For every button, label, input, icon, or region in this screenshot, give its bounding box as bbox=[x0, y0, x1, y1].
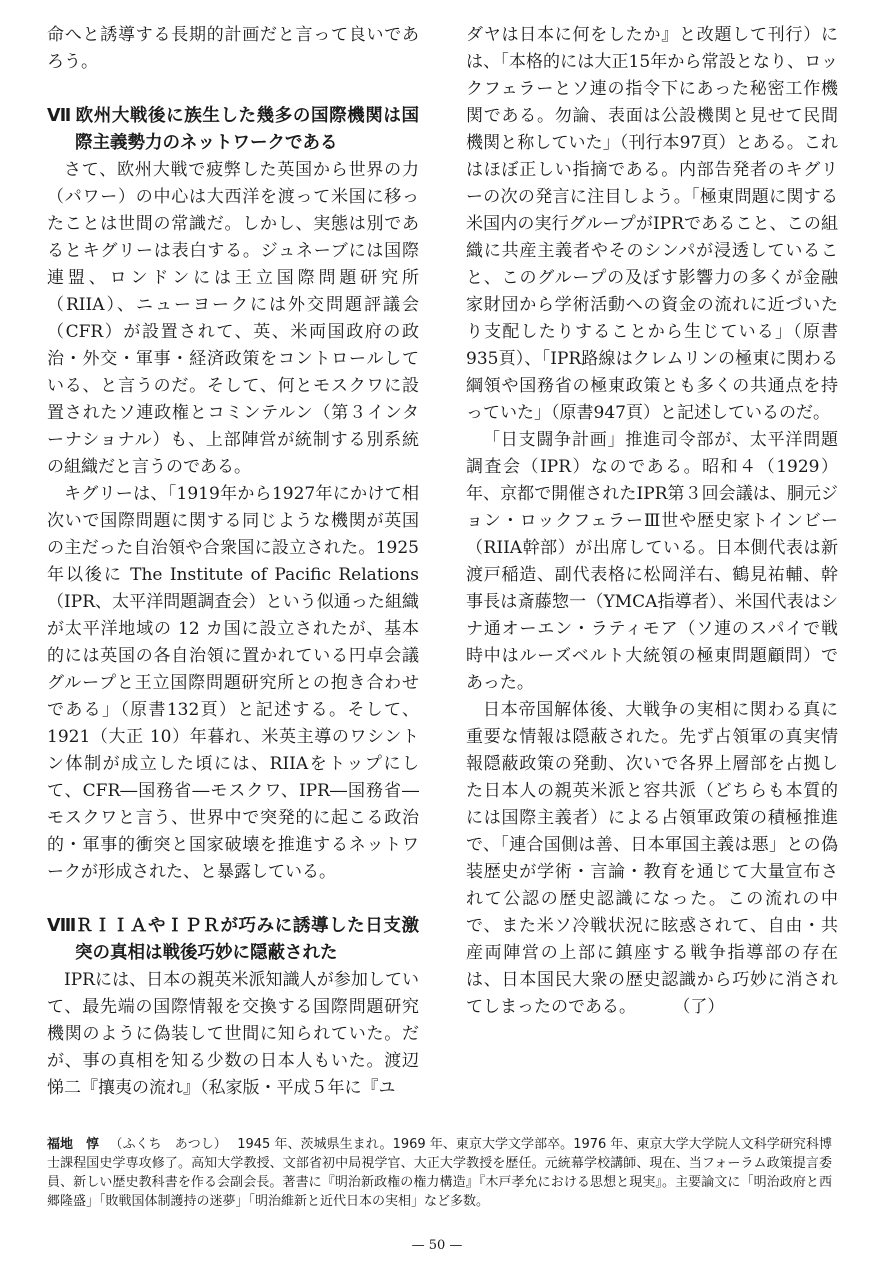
section-7-heading bbox=[47, 103, 419, 157]
left-column bbox=[47, 22, 419, 1102]
spacer bbox=[47, 76, 419, 103]
page-number: — 50 — bbox=[411, 1238, 463, 1253]
section-7-number: Ⅶ bbox=[47, 106, 72, 126]
right-column bbox=[466, 22, 838, 1021]
continued-paragraph: ダヤは日本に何をしたか』と改題して刊行）には、「本格的には大正15年から常設となり、ロックフェラーとソ連の指令下にあった秘密工作機関である。勿論、表面は公設機関と見せて民間機関と称していた」（刊行本97頁）とある。これはほぼ正しい指摘である。内部告発者のキグリーの次の発言に注目しよう。「極東問題に関する米国内の実行グループがIPRであること、この組織に共産主義者やそのシンパが浸透していること、このグループの及ぼす影響力の多くが金融家財団から学術活動への資金の流れに近づいたり支配したりすることから生じている」（原書935頁）、「IPR路線はクレムリンの極東に関わる綱領や国務省の極東政策とも多くの共通点を持っていた」（原書947頁）と記述しているのだ。 bbox=[466, 25, 838, 423]
author-name: 福地 惇 bbox=[47, 1137, 100, 1152]
spacer bbox=[47, 886, 419, 913]
author-bio bbox=[47, 1135, 832, 1211]
section-8-heading bbox=[47, 913, 419, 967]
section-8-heading-text: ＲＩＩＡやＩＰＲが巧みに誘導した日支激突の真相は戦後巧妙に隠蔽された bbox=[75, 916, 419, 963]
section-7-heading-text: 欧州大戦後に族生した幾多の国際機関は国際主義勢力のネットワークである bbox=[75, 106, 419, 153]
section-7-paragraph-1: さて、欧州大戦で疲弊した英国から世界の力（パワー）の中心は大西洋を渡って米国に移ったことは世間の常識だ。しかし、実態は別であるとキグリーは表白する。ジュネーブには国際連盟、ロンドンには王立国際問題研究所（RIIA）、ニューヨークには外交問題評議会（CFR）が設置されて、英、米両国政府の政治・外交・軍事・経済政策をコントロールしている、と言うのだ。そして、何とモスクワに設置されたソ連政権とコミンテルン（第３インターナショナル）も、上部陣営が統制する別系統の組織だと言うのである。 bbox=[47, 160, 419, 477]
closing-mark: （了） bbox=[673, 997, 725, 1017]
final-paragraph bbox=[466, 697, 838, 1021]
author-reading: （ふくち あつし） bbox=[109, 1137, 227, 1152]
author-bio-text: 1945 年、茨城県生まれ。1969 年、東京大学文学部卒。1976 年、東京大学大学院人文科学研究科博士課程国史学専攻修了。高知大学教授、文部省初中局視学官、大正大学教授を歴任。元統幕学校講師、現在、当フォーラム政策提言委員、新しい歴史教科書を作る会副会長。著書に『明治新政権の権力構造』『木戸孝允における思想と現実』。主要論文に「明治政府と西郷隆盛」「敗戦国体制護持の迷夢」「明治維新と近代日本の実相」など多数。 bbox=[47, 1137, 832, 1209]
intro-paragraph: 命へと誘導する長期的計画だと言って良いであろう。 bbox=[47, 25, 419, 72]
final-paragraph-text: 日本帝国解体後、大戦争の実相に関わる真に重要な情報は隠蔽された。先ず占領軍の真実情報隠蔽政策の発動、次いで各界上層部を占拠した日本人の親英米派と容共派（どちらも本質的には国際主義者）による占領軍政策の積極推進で、「連合国側は善、日本軍国主義は悪」との偽装歴史が学術・言論・教育を通じて大量宣布されて公認の歴史認識になった。この流れの中で、また米ソ冷戦状況に眩惑されて、自由・共産両陣営の上部に鎮座する戦争指導部の存在は、日本国民大衆の歴史認識から巧妙に消されてしまったのである。 bbox=[466, 700, 838, 1017]
section-8-paragraph-1: IPRには、日本の親英米派知識人が参加していて、最先端の国際情報を交換する国際問題研究機関のように偽装して世間に知られていた。だが、事の真相を知る少数の日本人もいた。渡辺悌二『攘夷の流れ』（私家版・平成５年に『ユ bbox=[47, 970, 419, 1098]
ipr-paragraph: 「日支闘争計画」推進司令部が、太平洋問題調査会（IPR）なのである。昭和４（1929）年、京都で開催されたIPR第３回会議は、胴元ジョン・ロックフェラーⅢ世や歴史家トインビー（RIIA幹部）が出席している。日本側代表は新渡戸稲造、副代表格に松岡洋右、鶴見祐輔、幹事長は斎藤惣一（YMCA指導者）、米国代表はシナ通オーエン・ラティモア（ソ連のスパイで戦時中はルーズベルト大統領の極東問題顧問）であった。 bbox=[466, 430, 838, 693]
section-7-paragraph-2: キグリーは、「1919年から1927年にかけて相次いで国際問題に関する同じような機関が英国の主だった自治領や合衆国に設立された。1925年以後に The Institute of Pacific Relations（IPR、太平洋問題調査会）という似通った組織が太平洋地域の 12 カ国に設立されたが、基本的には英国の各自治領に置かれている円卓会議グループと王立国際問題研究所との抱き合わせである」（原書132頁）と記述する。そして、1921（大正 10）年暮れ、米英主導のワシントン体制が成立した頃には、RIIAをトップにして、CFR―国務省―モスクワ、IPR―国務省―モスクワと言う、世界中で突発的に起こる政治的・軍事的衝突と国家破壊を推進するネットワークが形成された、と暴露している。 bbox=[47, 484, 419, 882]
section-8-number: Ⅷ bbox=[47, 916, 77, 936]
